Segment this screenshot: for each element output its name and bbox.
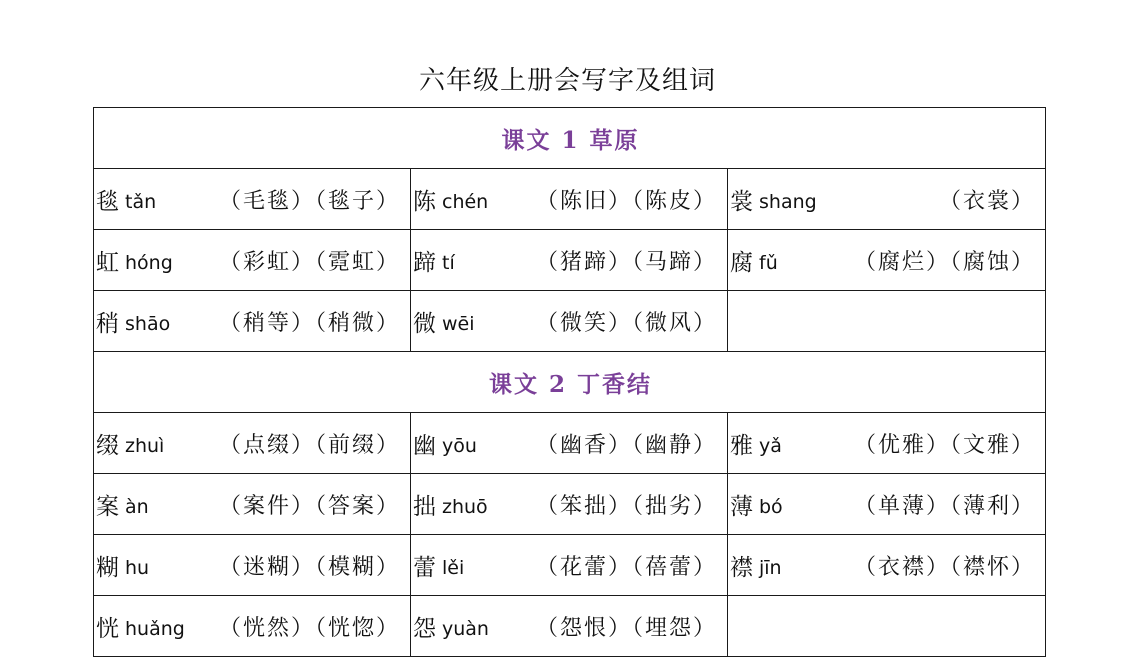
vocab-cell <box>728 474 1046 535</box>
section-heading: 课文 1 草原 <box>94 108 1046 169</box>
pinyin-text: àn <box>125 495 149 518</box>
pinyin-text: lěi <box>442 556 465 579</box>
pinyin-text: hu <box>125 556 150 579</box>
table-row <box>94 596 1046 657</box>
word-groups: （迷糊）（模糊） <box>218 554 400 580</box>
word-groups: （彩虹）（霓虹） <box>218 249 400 275</box>
word-groups: （案件）（答案） <box>218 493 400 519</box>
word-groups: （点缀）（前缀） <box>218 432 400 458</box>
empty-cell <box>728 291 1046 352</box>
vocab-cell <box>94 474 411 535</box>
vocab-cell <box>94 596 411 657</box>
pinyin-text: shang <box>759 190 817 213</box>
section-heading-row <box>94 108 1046 169</box>
pinyin-text: jīn <box>759 556 782 579</box>
word-groups: （单薄）（薄利） <box>854 493 1036 519</box>
table-row <box>94 413 1046 474</box>
vocab-cell <box>411 413 728 474</box>
hanzi-character: 幽 <box>413 432 436 459</box>
word-groups: （怨恨）（埋怨） <box>535 615 717 641</box>
hanzi-character: 糊 <box>96 554 119 581</box>
vocab-cell <box>411 474 728 535</box>
hanzi-character: 薄 <box>730 493 753 520</box>
hanzi-character: 腐 <box>730 249 753 276</box>
vocab-cell <box>94 291 411 352</box>
pinyin-text: chén <box>442 190 489 213</box>
word-groups: （花蕾）（蓓蕾） <box>535 554 717 580</box>
pinyin-text: yuàn <box>442 617 489 640</box>
word-groups: （幽香）（幽静） <box>535 432 717 458</box>
word-groups: （陈旧）（陈皮） <box>535 188 717 214</box>
hanzi-character: 怨 <box>413 615 436 642</box>
word-groups: （衣襟）（襟怀） <box>854 554 1036 580</box>
vocab-cell <box>411 169 728 230</box>
vocab-cell <box>728 169 1046 230</box>
table-row <box>94 169 1046 230</box>
hanzi-character: 缀 <box>96 432 119 459</box>
pinyin-text: huǎng <box>125 617 185 640</box>
vocab-cell <box>94 535 411 596</box>
vocab-cell <box>411 291 728 352</box>
word-groups: （毛毯）（毯子） <box>218 188 400 214</box>
vocab-cell <box>94 413 411 474</box>
vocab-cell <box>728 230 1046 291</box>
page-title: 六年级上册会写字及组词 <box>418 66 716 96</box>
word-groups: （猪蹄）（马蹄） <box>535 249 717 275</box>
word-groups: （笨拙）（拙劣） <box>535 493 717 519</box>
pinyin-text: tǎn <box>125 190 157 213</box>
vocab-cell <box>411 230 728 291</box>
pinyin-text: tí <box>442 251 455 274</box>
pinyin-text: zhuō <box>442 495 488 518</box>
hanzi-character: 襟 <box>730 554 753 581</box>
hanzi-character: 蹄 <box>413 249 436 276</box>
table-row <box>94 474 1046 535</box>
table-row <box>94 291 1046 352</box>
vocab-cell <box>411 596 728 657</box>
section-heading-row <box>94 352 1046 413</box>
vocab-cell <box>728 535 1046 596</box>
hanzi-character: 案 <box>96 493 119 520</box>
word-groups: （腐烂）（腐蚀） <box>854 249 1036 275</box>
vocabulary-table <box>93 107 1046 657</box>
section-heading: 课文 2 丁香结 <box>94 352 1046 413</box>
hanzi-character: 裳 <box>730 188 753 215</box>
vocab-cell <box>728 413 1046 474</box>
word-groups: （衣裳） <box>939 188 1036 214</box>
hanzi-character: 陈 <box>413 188 436 215</box>
hanzi-character: 蕾 <box>413 554 436 581</box>
word-groups: （稍等）（稍微） <box>218 310 400 336</box>
pinyin-text: fǔ <box>759 251 778 274</box>
vocab-cell <box>94 230 411 291</box>
pinyin-text: zhuì <box>125 434 165 457</box>
hanzi-character: 毯 <box>96 188 119 215</box>
pinyin-text: shāo <box>125 312 171 335</box>
hanzi-character: 雅 <box>730 432 753 459</box>
pinyin-text: yōu <box>442 434 477 457</box>
pinyin-text: bó <box>759 495 783 518</box>
hanzi-character: 稍 <box>96 310 119 337</box>
vocab-cell <box>94 169 411 230</box>
pinyin-text: hóng <box>125 251 173 274</box>
hanzi-character: 拙 <box>413 493 436 520</box>
pinyin-text: yǎ <box>759 434 782 457</box>
word-groups: （恍然）（恍惚） <box>218 615 400 641</box>
hanzi-character: 虹 <box>96 249 119 276</box>
vocab-cell <box>411 535 728 596</box>
table-row <box>94 535 1046 596</box>
word-groups: （优雅）（文雅） <box>854 432 1036 458</box>
empty-cell <box>728 596 1046 657</box>
word-groups: （微笑）（微风） <box>535 310 717 336</box>
table-row <box>94 230 1046 291</box>
pinyin-text: wēi <box>442 312 475 335</box>
hanzi-character: 微 <box>413 310 436 337</box>
hanzi-character: 恍 <box>96 615 119 642</box>
